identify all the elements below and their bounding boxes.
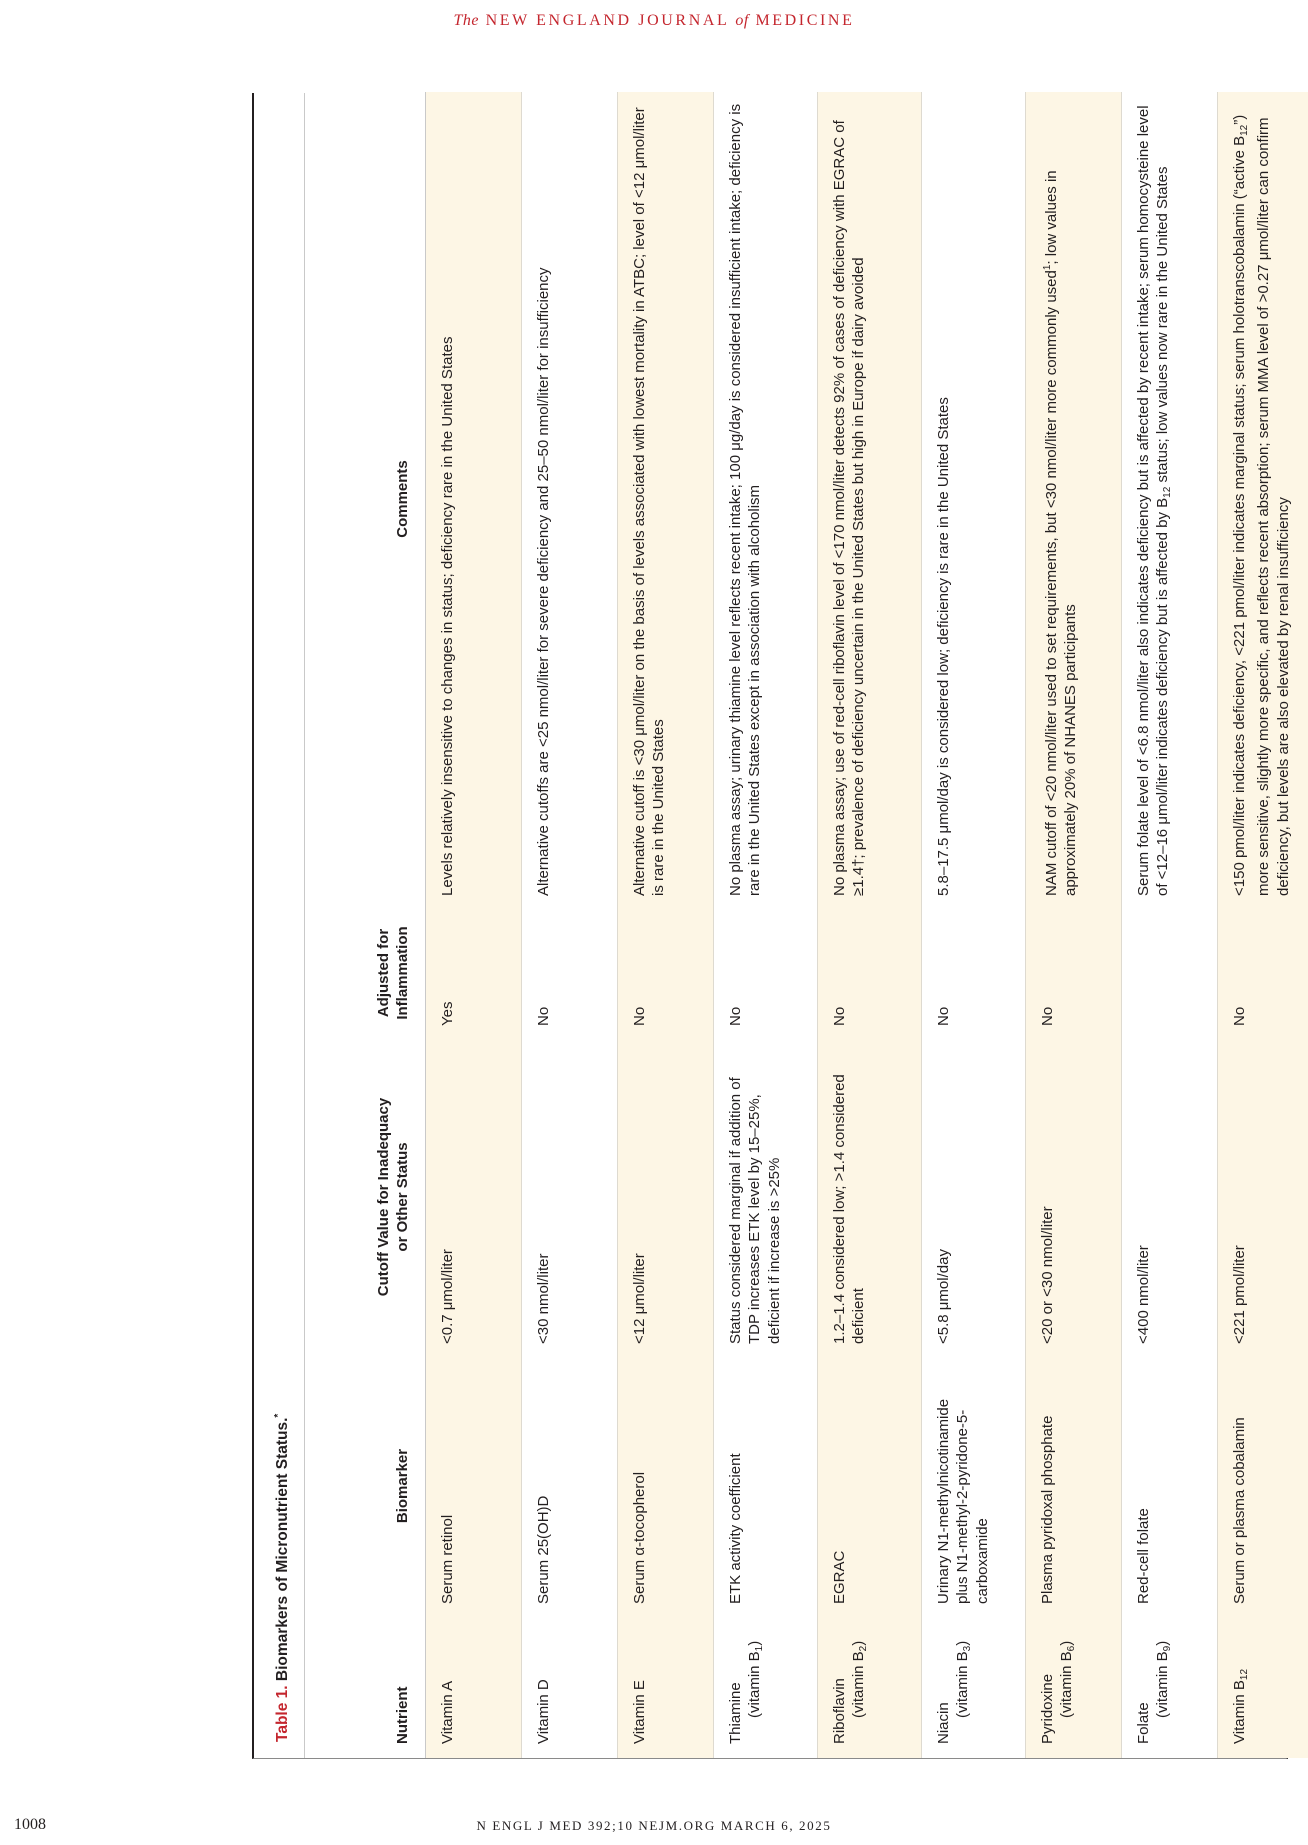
nutrient-subscript: 2 xyxy=(858,1645,869,1652)
running-head-journal: NEW ENGLAND JOURNAL xyxy=(479,12,736,29)
comments-subscript: 12 xyxy=(1162,486,1173,498)
cell-nutrient xyxy=(713,1618,817,1758)
cell-comments: No plasma assay; urinary thiamine level reflects recent intake; 100 μg/day is considered insufficient intake; deficiency is rare in the United States except in association with alcoholism xyxy=(713,92,817,910)
page-number: 1008 xyxy=(14,1816,46,1833)
table-row xyxy=(521,92,617,1758)
cell-cutoff: <20 or <30 nmol/liter xyxy=(1025,1040,1121,1358)
nutrient-name: Thiamine xyxy=(726,1682,744,1744)
cell-cutoff: <400 nmol/liter xyxy=(1121,1040,1217,1358)
comments-text-end: ; low values in approximately 20% of NHANES participants xyxy=(1042,170,1079,896)
cell-comments: Alternative cutoffs are <25 nmol/liter for severe deficiency and 25–50 nmol/liter for insufficiency xyxy=(521,92,617,910)
cell-biomarker: ETK activity coefficient xyxy=(713,1358,817,1618)
cell-nutrient: Vitamin E xyxy=(617,1618,713,1758)
cell-comments xyxy=(1025,92,1121,910)
biomarker-table xyxy=(305,92,1308,1758)
cell-nutrient: Vitamin A xyxy=(425,1618,521,1758)
cell-comments: No plasma assay; use of red-cell riboflavin level of <170 nmol/liter detects 92% of cases of deficiency with EGRAC of ≥1.4†; prevalence of deficiency uncertain in the United States but high in Europe if dairy avoided xyxy=(817,92,921,910)
nutrient-name: Pyridoxine xyxy=(1038,1673,1056,1744)
cell-nutrient xyxy=(1217,1618,1308,1758)
cell-adjusted: No xyxy=(1217,910,1308,1040)
cell-cutoff: <30 nmol/liter xyxy=(521,1040,617,1358)
cell-biomarker: Serum or plasma cobalamin xyxy=(1217,1358,1308,1618)
nutrient-name: Niacin xyxy=(934,1702,952,1744)
nutrient-vitamin-text: (vitamin B xyxy=(954,1651,971,1718)
cell-nutrient xyxy=(1025,1618,1121,1758)
cell-cutoff: <221 pmol/liter xyxy=(1217,1040,1308,1358)
table-row xyxy=(1121,92,1217,1758)
table-row xyxy=(425,92,521,1758)
header-adjusted xyxy=(305,910,425,1040)
cell-nutrient xyxy=(817,1618,921,1758)
table-header-row xyxy=(305,92,425,1758)
nutrient-subscript: 1 xyxy=(754,1645,765,1652)
cell-cutoff: Status considered marginal if addition of TDP increases ETK level by 15–25%, deficient if increase is >25% xyxy=(713,1040,817,1358)
cell-adjusted: No xyxy=(617,910,713,1040)
table-row xyxy=(713,92,817,1758)
table-title xyxy=(254,93,305,1758)
nutrient-vitamin: (vitamin $B_6$) xyxy=(1058,1640,1077,1718)
comments-text-end: ”) more sensitive, slightly more specific, and reflects recent absorption; serum MMA level of >0.27 μmol/liter can confirm deficiency, but levels are also elevated by renal insufficiency xyxy=(1230,114,1292,896)
table-row xyxy=(1025,92,1121,1758)
nutrient-vitamin-text: (vitamin B xyxy=(850,1651,867,1718)
running-head-the: The xyxy=(453,12,480,29)
nutrient-name: Folate xyxy=(1134,1702,1152,1744)
cell-biomarker: Red-cell folate xyxy=(1121,1358,1217,1618)
cell-biomarker: Urinary N1-methylnicotinamide plus N1-methyl-2-pyridone-5-carboxamide xyxy=(921,1358,1025,1618)
comments-text-start: <150 pmol/liter indicates deficiency, <221 pmol/liter indicates marginal status; serum holotranscobalamin (“active B xyxy=(1230,135,1248,896)
table-row xyxy=(1217,92,1308,1758)
cell-cutoff: <5.8 μmol/day xyxy=(921,1040,1025,1358)
header-adjusted-line2: Inflammation xyxy=(394,926,411,1020)
comments-subscript: 12 xyxy=(1238,124,1250,136)
nutrient-vitamin: (vitamin $B_1$) xyxy=(746,1640,765,1718)
cell-comments: 5.8–17.5 μmol/day is considered low; deficiency is rare in the United States xyxy=(921,92,1025,910)
cell-biomarker: Serum 25(OH)D xyxy=(521,1358,617,1618)
nutrient-vitamin: (vitamin $B_2$) xyxy=(850,1640,869,1718)
running-head-of: of xyxy=(735,12,749,29)
nutrient-vitamin: (vitamin $B_3$) xyxy=(954,1640,973,1718)
table-number: Table 1. xyxy=(274,1685,292,1742)
cell-adjusted: No xyxy=(921,910,1025,1040)
cell-comments xyxy=(1217,92,1308,910)
running-head xyxy=(0,12,1308,30)
comments-reference-mark: 1 xyxy=(1041,264,1053,271)
table-1 xyxy=(252,93,1292,1759)
cell-cutoff: 1.2–1.4 considered low; >1.4 considered deficient xyxy=(817,1040,921,1358)
header-comments: Comments xyxy=(305,92,425,910)
cell-adjusted: No xyxy=(817,910,921,1040)
cell-biomarker: Serum retinol xyxy=(425,1358,521,1618)
nutrient-name: Vitamin B xyxy=(1230,1680,1248,1744)
cell-biomarker: Serum α-tocopherol xyxy=(617,1358,713,1618)
nutrient-subscript: 12 xyxy=(1238,1668,1250,1681)
cell-cutoff: <12 μmol/liter xyxy=(617,1040,713,1358)
table-row xyxy=(817,92,921,1758)
header-cutoff xyxy=(305,1040,425,1358)
cell-nutrient xyxy=(921,1618,1025,1758)
nutrient-subscript: 6 xyxy=(1066,1645,1077,1652)
header-biomarker: Biomarker xyxy=(305,1358,425,1618)
nutrient-vitamin-text: (vitamin B xyxy=(746,1651,763,1718)
nutrient-name: Riboflavin xyxy=(830,1678,848,1744)
cell-adjusted: Yes xyxy=(425,910,521,1040)
nutrient-subscript: 3 xyxy=(962,1645,973,1652)
cell-comments: Alternative cutoff is <30 μmol/liter on the basis of levels associated with lowest mortality in ATBC; level of <12 μmol/liter is rare in the United States xyxy=(617,92,713,910)
nutrient-subscript: 9 xyxy=(1162,1645,1173,1652)
cell-nutrient xyxy=(1121,1618,1217,1758)
running-head-medicine: MEDICINE xyxy=(748,12,855,29)
cell-comments: Levels relatively insensitive to changes in status; deficiency rare in the United States xyxy=(425,92,521,910)
header-nutrient: Nutrient xyxy=(305,1618,425,1758)
cell-adjusted: No xyxy=(1025,910,1121,1040)
nutrient-vitamin-text: (vitamin B xyxy=(1058,1651,1075,1718)
cell-adjusted xyxy=(1121,910,1217,1040)
cell-comments xyxy=(1121,92,1217,910)
comments-text-start: NAM cutoff of <20 nmol/liter used to set requirements, but <30 nmol/liter more commonly used xyxy=(1042,270,1060,896)
table-title-text: Biomarkers of Micronutrient Status. xyxy=(274,1417,292,1686)
nutrient-vitamin: (vitamin $B_9$) xyxy=(1154,1640,1173,1718)
header-adjusted-line1: Adjusted for xyxy=(374,928,392,1018)
nutrient-vitamin-text: (vitamin B xyxy=(1154,1651,1171,1718)
cell-nutrient: Vitamin D xyxy=(521,1618,617,1758)
table-title-footnote-mark: * xyxy=(273,1413,284,1418)
cell-biomarker: Plasma pyridoxal phosphate xyxy=(1025,1358,1121,1618)
header-cutoff-line1: Cutoff Value for Inadequacy xyxy=(374,1097,392,1297)
header-cutoff-line2: or Other Status xyxy=(394,1142,411,1252)
table-row xyxy=(617,92,713,1758)
comments-text-end: status; low values now rare in the United States xyxy=(1154,166,1171,487)
cell-adjusted: No xyxy=(713,910,817,1040)
cell-biomarker: EGRAC xyxy=(817,1358,921,1618)
cell-adjusted: No xyxy=(521,910,617,1040)
footer-citation: N ENGL J MED 392;10 NEJM.ORG MARCH 6, 2025 xyxy=(476,1818,832,1833)
comments-text-start: Serum folate level of <6.8 nmol/liter also indicates deficiency but is affected by recent intake; serum homocysteine level of <12–16 μmol/liter indicates deficiency but is affected by B xyxy=(1134,105,1171,896)
cell-cutoff: <0.7 μmol/liter xyxy=(425,1040,521,1358)
table-row xyxy=(921,92,1025,1758)
